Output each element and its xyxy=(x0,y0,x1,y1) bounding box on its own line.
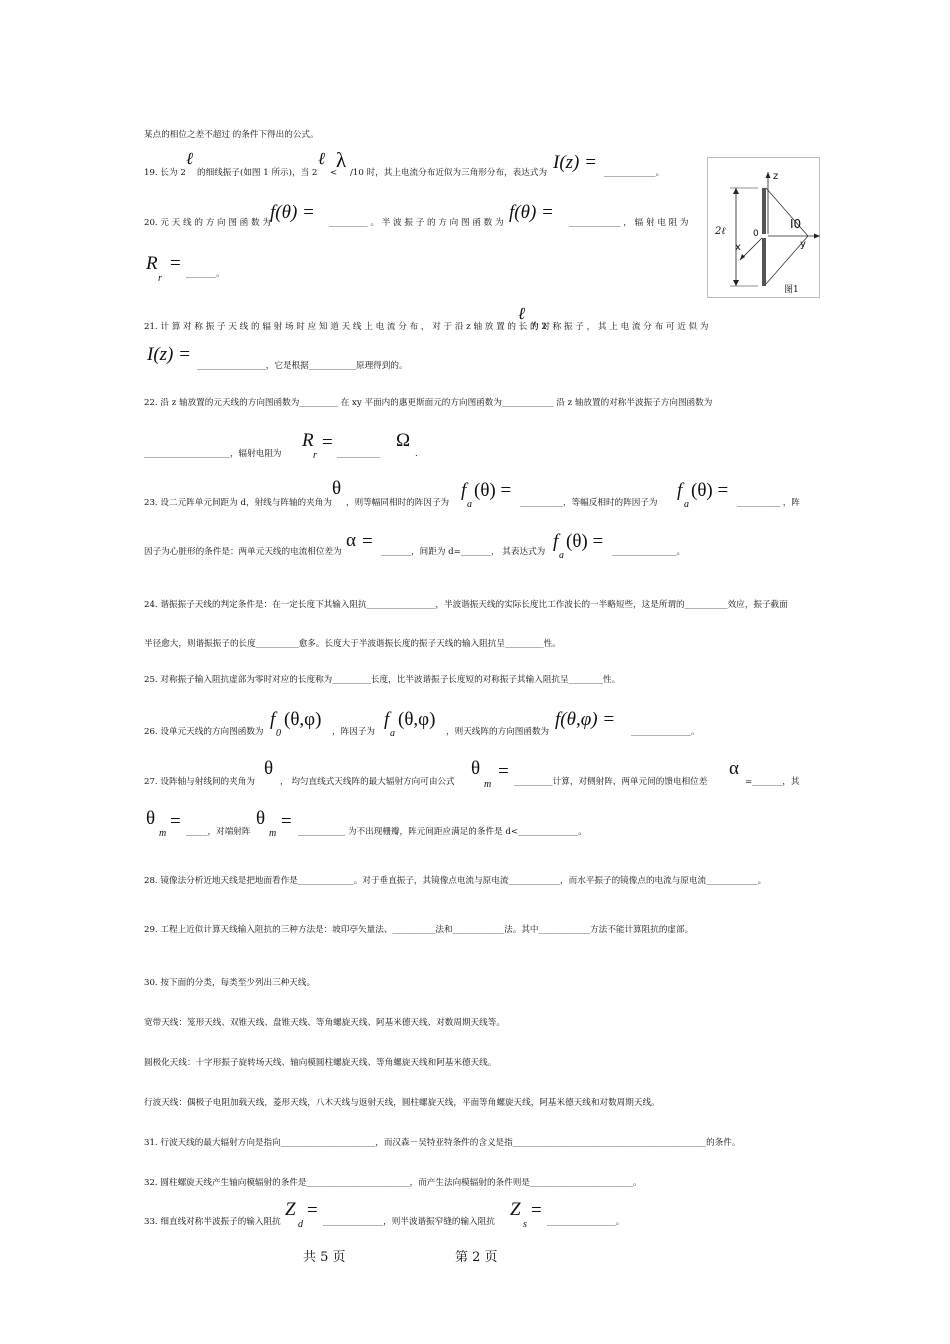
q23-text-4: 因子为心脏形的条件是：两单元天线的电流相位差为 xyxy=(144,547,342,557)
subscript-m: m xyxy=(159,828,167,839)
q23-text-3: __________ ，阵 xyxy=(737,498,800,508)
subscript-a: a xyxy=(467,499,472,510)
ell-symbol: ℓ xyxy=(518,304,526,323)
f-symbol: f xyxy=(384,709,390,730)
Iz-formula: I(z) = xyxy=(147,344,191,365)
footer-page-number: 第 2 页 xyxy=(455,1250,498,1265)
q27-text-5: ___________ 为不出现栅瓣，阵元间距应满足的条件是 d<______________。 xyxy=(298,827,587,837)
figure-1-dipole-diagram xyxy=(707,157,820,298)
q23-blank: _______________。 xyxy=(612,547,686,557)
f-symbol: f xyxy=(553,531,559,552)
q22-text: 22. 沿 z 轴放置的元天线的方向图函数为_________ 在 xy 平面内的惠更斯面元的方向图函数为____________ 沿 z 轴放置的对称半波振子方向图函数为 xyxy=(144,398,713,408)
theta-symbol: θ xyxy=(146,808,156,829)
f-theta-formula: f(θ) = xyxy=(270,202,315,223)
q26-blank: ______________。 xyxy=(631,727,700,737)
q33-blank: ________________。 xyxy=(547,1217,625,1227)
footer-total-pages: 共 5 页 xyxy=(303,1250,346,1265)
f-symbol: f xyxy=(461,480,467,501)
Z-symbol: Z xyxy=(285,1199,296,1220)
q28-text: 28. 镜像法分析近地天线是把地面看作是_____________。对于垂直振子，其镜像点电流与原电流____________，而水平振子的镜像点的电流与原电流____________。 xyxy=(144,876,767,886)
subscript-r: r xyxy=(313,450,317,461)
arg-theta-phi: (θ,φ) xyxy=(398,709,436,730)
Z-symbol: Z xyxy=(510,1199,521,1220)
q20-blank: _______。 xyxy=(186,269,225,279)
q30-answer-wideband: 宽带天线：笼形天线、双锥天线、盘锥天线、等角螺旋天线、阿基米德天线、对数周期天线等。 xyxy=(144,1018,505,1028)
q26-text-2: ，则天线阵的方向图函数为 xyxy=(446,727,550,737)
arg-theta-phi: (θ,φ) xyxy=(284,709,322,730)
f-symbol: f xyxy=(270,709,276,730)
subscript-r: r xyxy=(158,273,162,284)
ell-symbol: ℓ xyxy=(318,149,326,168)
q27-text-2: _________计算，对侧射阵，两单元间的馈电相位差 xyxy=(514,777,708,787)
q23-text-5: _______，间距为 d=_______， 其表达式为 xyxy=(381,547,546,557)
axis-label-z: z xyxy=(773,171,779,182)
arg-theta: (θ) = xyxy=(566,531,604,552)
theta-symbol: θ xyxy=(256,808,266,829)
q19-prefix: 19. 长为 2 xyxy=(144,168,186,178)
q30-answer-circular: 圆极化天线：十字形振子旋转场天线、轴向模圆柱螺旋天线、等角螺旋天线和阿基米德天线。 xyxy=(144,1058,497,1068)
q22-period: . xyxy=(415,449,418,459)
arg-theta: (θ) = xyxy=(691,480,729,501)
q26-prefix: 26. 设单元天线的方向图函数为 xyxy=(144,727,264,737)
q20-prefix: 20. 元 天 线 的 方 向 图 函 数 为 xyxy=(144,218,271,228)
q22-blank: __________ xyxy=(337,449,380,459)
arg-theta: (θ) = xyxy=(474,480,512,501)
axis-label-y: y xyxy=(800,239,806,250)
Iz-formula: I(z) = xyxy=(553,152,597,173)
equals: = xyxy=(322,432,333,453)
subscript-m: m xyxy=(269,828,277,839)
q21-prefix: 21. 计 算 对 称 振 子 天 线 的 辐 射 场 时 应 知 道 天 线 上 电 流 分 布 ， 对 于 沿 z 轴 放 置 的 长 为 2 xyxy=(144,322,547,332)
text-line-continuation: 某点的相位之差不超过 的条件下得出的公式。 xyxy=(144,130,319,140)
theta-symbol: θ xyxy=(471,758,481,779)
q27-text-4: _____，对端射阵 xyxy=(186,827,251,837)
subscript-a: a xyxy=(684,499,689,510)
less-than: < xyxy=(330,168,338,178)
length-label: 2ℓ xyxy=(715,226,726,237)
current-label: I0 xyxy=(790,217,802,231)
equals: = xyxy=(362,531,373,552)
q27-text-3: =_______，其 xyxy=(745,777,800,787)
q20-text: _________ 。 半 波 振 子 的 方 向 图 函 数 为 xyxy=(329,218,504,228)
alpha-symbol: α xyxy=(346,530,356,551)
equals: = xyxy=(170,253,181,274)
equals: = xyxy=(531,1200,542,1221)
q32-text: 32. 圆柱螺旋天线产生轴向模辐射的条件是________________________，而产生法向模辐射的条件则是________________________。 xyxy=(144,1178,642,1188)
subscript-d: d xyxy=(298,1219,303,1230)
q23-text-2: __________，等幅反相时的阵因子为 xyxy=(520,498,658,508)
q33-prefix: 33. 细直线对称半波振子的输入阻抗 xyxy=(144,1217,281,1227)
q25-text: 25. 对称振子输入阻抗虚部为零时对应的长度称为_________长度，比半波谐振子长度短的对称振子其输入阻抗呈________性。 xyxy=(144,675,621,685)
figure-caption: 图1 xyxy=(784,285,799,295)
equals: = xyxy=(307,1200,318,1221)
lambda-symbol: λ xyxy=(336,148,347,172)
q21-blank: ________________，它是根据___________原理得到的。 xyxy=(197,361,408,371)
theta-symbol: θ xyxy=(264,758,274,779)
q26-text: ，阵因子为 xyxy=(332,727,375,737)
q22-text-2: ____________________，辐射电阻为 xyxy=(144,449,282,459)
q19-text: 的细线振子(如图 1 所示)，当 2 xyxy=(197,168,318,178)
q27-text: ， 均匀直线式天线阵的最大辐射方向可由公式 xyxy=(280,777,455,787)
q24-text-2: 半径愈大，则谐振振子的长度__________愈多。长度大于半波谐振长度的振子天线的输入阻抗呈_________性。 xyxy=(144,639,561,649)
q23-text: ，则等幅同相时的阵因子为 xyxy=(346,498,450,508)
f-theta-phi-formula: f(θ,φ) = xyxy=(555,709,616,730)
q19-text-2: /10 时，其上电流分布近似为三角形分布，表达式为 xyxy=(350,168,548,178)
subscript-s: s xyxy=(523,1219,527,1230)
R-symbol: R xyxy=(302,430,314,451)
R-symbol: R xyxy=(146,253,158,274)
theta-symbol: θ xyxy=(332,478,342,499)
q31-text: 31. 行波天线的最大辐射方向是指向______________________，而汉森－吴特亚特条件的含义是指_____________________________________________的条件。 xyxy=(144,1138,741,1148)
q24-text: 24. 谐振振子天线的判定条件是：在一定长度下其输入阻抗________________，半波谐振天线的实际长度比工作波长的一半略短些，这是所谓的__________效应，振子截面 xyxy=(144,600,788,610)
ohm-symbol: Ω xyxy=(396,430,411,451)
f-symbol: f xyxy=(677,480,683,501)
subscript-a: a xyxy=(559,550,564,561)
q23-prefix: 23. 设二元阵单元间距为 d，射线与阵轴的夹角为 xyxy=(144,498,332,508)
ell-symbol: ℓ xyxy=(186,149,194,168)
f-theta-formula: f(θ) = xyxy=(509,202,554,223)
equals: = xyxy=(498,761,509,782)
q21-text: 的 对 称 振 子 ， 其 上 电 流 分 布 可 近 似 为 xyxy=(530,322,709,332)
q27-prefix: 27. 设阵轴与射线间的夹角为 xyxy=(144,777,255,787)
equals: = xyxy=(170,811,181,832)
q19-blank: ____________。 xyxy=(604,168,665,178)
q20-text-2: ____________ ， 辐 射 电 阻 为 xyxy=(569,218,689,228)
q30-text: 30. 按下面的分类，每类至少列出三种天线。 xyxy=(144,978,316,988)
equals: = xyxy=(281,811,292,832)
subscript-m: m xyxy=(484,779,492,790)
subscript-0: 0 xyxy=(276,728,281,739)
q33-text: ______________，则半波谐振窄缝的输入阻抗 xyxy=(323,1217,495,1227)
subscript-a: a xyxy=(390,728,395,739)
origin-label: 0 xyxy=(753,229,759,239)
q29-text: 29. 工程上近似计算天线输入阻抗的三种方法是：坡印亭矢量法、__________法和____________法。其中____________方法不能计算阻抗的虚部。 xyxy=(144,925,694,935)
axis-label-x: x xyxy=(735,242,741,253)
q30-answer-traveling: 行波天线：偶极子电阻加载天线，菱形天线，八木天线与返射天线，圆柱螺旋天线，平面等角螺旋天线，阿基米德天线和对数周期天线。 xyxy=(144,1098,660,1108)
alpha-symbol: α xyxy=(729,758,739,779)
